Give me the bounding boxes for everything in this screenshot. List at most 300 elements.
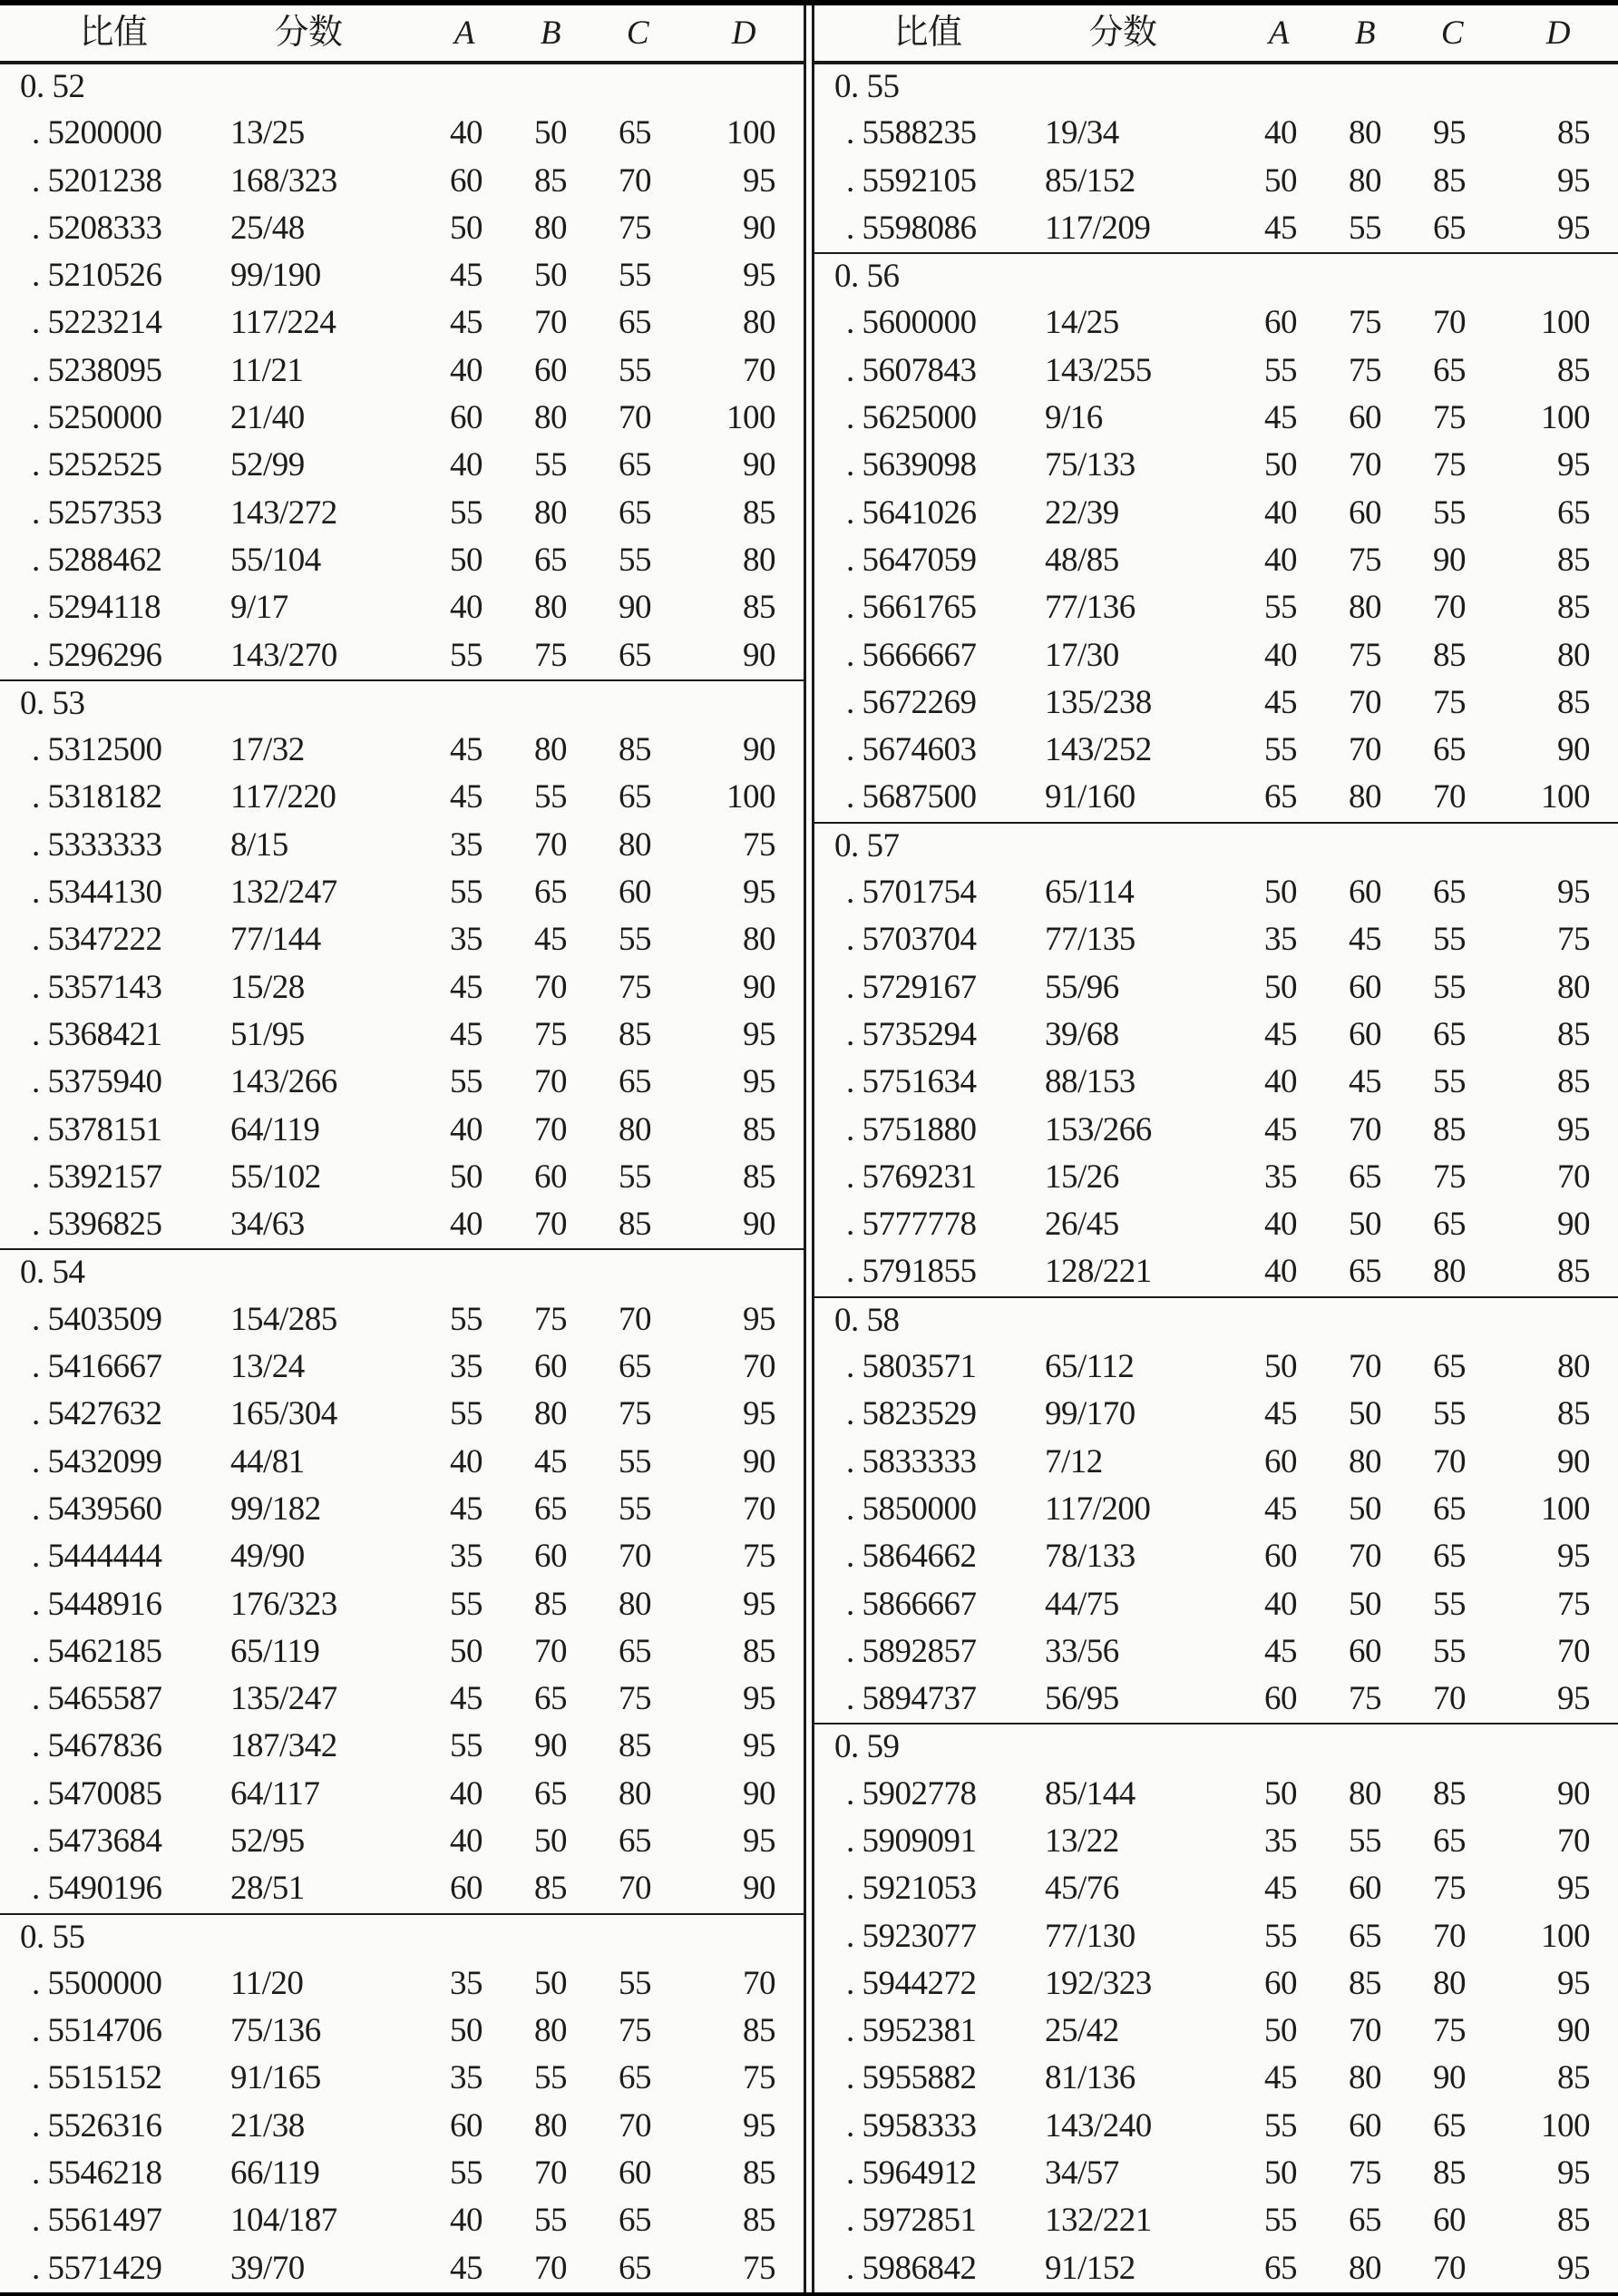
- ratio-cell: . 5735294: [846, 1015, 977, 1053]
- table-row: [814, 1248, 1618, 1295]
- ratio-cell: . 5223214: [32, 304, 162, 342]
- score-a-cell: 65: [1264, 2249, 1297, 2287]
- ratio-cell: . 5396825: [32, 1206, 162, 1244]
- ratio-cell: . 5598086: [846, 209, 977, 247]
- ratio-cell: . 5296296: [32, 636, 162, 674]
- score-b-cell: 65: [534, 1774, 567, 1812]
- ratio-cell: . 5500000: [32, 1964, 162, 2002]
- score-a-cell: 45: [1264, 2059, 1297, 2097]
- header-cell-ratio: 比值: [893, 14, 962, 52]
- score-d-cell: 85: [743, 493, 775, 532]
- score-b-cell: 50: [534, 114, 567, 152]
- score-c-cell: 60: [619, 2154, 651, 2193]
- ratio-cell: . 5444444: [32, 1538, 162, 1576]
- ratio-cell: . 5238095: [32, 351, 162, 389]
- score-c-cell: 65: [619, 2059, 651, 2097]
- table-row: [0, 2245, 804, 2292]
- section-label: 0. 58: [834, 1301, 900, 1339]
- ratio-cell: . 5257353: [32, 493, 162, 532]
- fraction-cell: 13/24: [230, 1348, 305, 1386]
- score-d-cell: 95: [1557, 1964, 1590, 2002]
- score-b-cell: 60: [1349, 1870, 1381, 1908]
- score-d-cell: 90: [1557, 1774, 1590, 1812]
- ratio-cell: . 5470085: [32, 1774, 162, 1812]
- fraction-cell: 21/38: [230, 2106, 305, 2145]
- table-row: [0, 1107, 804, 1154]
- score-c-cell: 80: [619, 1110, 651, 1148]
- score-b-cell: 50: [1349, 1490, 1381, 1528]
- score-a-cell: 40: [450, 351, 482, 389]
- table-row: [0, 1771, 804, 1818]
- score-d-cell: 95: [743, 1822, 775, 1860]
- score-b-cell: 65: [534, 1490, 567, 1528]
- ratio-table-left: [0, 5, 806, 2292]
- table-row: [0, 1486, 804, 1533]
- table-row: [0, 869, 804, 916]
- fraction-cell: 48/85: [1045, 541, 1119, 579]
- table-row: [814, 679, 1618, 727]
- score-a-cell: 35: [450, 826, 482, 864]
- fraction-cell: 15/28: [230, 968, 305, 1006]
- section-label: 0. 59: [834, 1728, 900, 1766]
- fraction-cell: 128/221: [1045, 1253, 1152, 1291]
- score-c-cell: 65: [1433, 1348, 1466, 1386]
- section-header-row: [0, 63, 804, 110]
- table-row: [0, 1059, 804, 1106]
- score-a-cell: 45: [450, 304, 482, 342]
- table-row: [814, 632, 1618, 679]
- score-d-cell: 75: [743, 2249, 775, 2287]
- score-d-cell: 85: [1557, 589, 1590, 627]
- score-a-cell: 35: [1264, 1158, 1297, 1196]
- table-row: [814, 2245, 1618, 2292]
- fraction-cell: 15/26: [1045, 1158, 1119, 1196]
- score-b-cell: 65: [1349, 1253, 1381, 1291]
- score-c-cell: 70: [1433, 1442, 1466, 1480]
- score-a-cell: 45: [450, 2249, 482, 2287]
- score-c-cell: 70: [619, 1300, 651, 1338]
- table-row: [814, 584, 1618, 631]
- score-b-cell: 85: [534, 1870, 567, 1908]
- score-b-cell: 70: [1349, 731, 1381, 769]
- score-a-cell: 40: [1264, 1206, 1297, 1244]
- fraction-cell: 9/17: [230, 589, 288, 627]
- score-d-cell: 85: [743, 1632, 775, 1670]
- ratio-cell: . 5625000: [846, 399, 977, 437]
- section-header-row: [814, 252, 1618, 299]
- ratio-cell: . 5439560: [32, 1490, 162, 1528]
- score-d-cell: 95: [1557, 1110, 1590, 1148]
- score-d-cell: 85: [743, 2012, 775, 2050]
- ratio-cell: . 5490196: [32, 1870, 162, 1908]
- ratio-cell: . 5427632: [32, 1395, 162, 1433]
- score-c-cell: 80: [1433, 1253, 1466, 1291]
- score-c-cell: 75: [1433, 683, 1466, 721]
- score-a-cell: 60: [450, 1870, 482, 1908]
- score-d-cell: 95: [743, 1063, 775, 1101]
- score-b-cell: 70: [534, 2154, 567, 2193]
- ratio-cell: . 5210526: [32, 257, 162, 295]
- score-d-cell: 85: [743, 1158, 775, 1196]
- score-c-cell: 55: [619, 1158, 651, 1196]
- fraction-cell: 22/39: [1045, 493, 1119, 532]
- table-row: [814, 1581, 1618, 1628]
- ratio-cell: . 5892857: [846, 1632, 977, 1670]
- score-a-cell: 55: [450, 1727, 482, 1765]
- score-d-cell: 100: [1541, 399, 1590, 437]
- score-d-cell: 90: [743, 1206, 775, 1244]
- table-row: [0, 2008, 804, 2055]
- score-a-cell: 40: [450, 2202, 482, 2240]
- score-a-cell: 50: [1264, 874, 1297, 912]
- fraction-cell: 52/99: [230, 446, 305, 484]
- section-header-row: [0, 1248, 804, 1295]
- fraction-cell: 104/187: [230, 2202, 337, 2240]
- score-d-cell: 90: [743, 636, 775, 674]
- fraction-cell: 88/153: [1045, 1063, 1136, 1101]
- score-c-cell: 90: [619, 589, 651, 627]
- score-c-cell: 90: [1433, 541, 1466, 579]
- fraction-cell: 154/285: [230, 1300, 337, 1338]
- table-row: [0, 1581, 804, 1628]
- fraction-cell: 143/266: [230, 1063, 337, 1101]
- table-row: [0, 1723, 804, 1770]
- score-a-cell: 55: [1264, 1917, 1297, 1955]
- score-c-cell: 70: [619, 1870, 651, 1908]
- table-row: [814, 1818, 1618, 1865]
- score-c-cell: 65: [1433, 2106, 1466, 2145]
- fraction-cell: 14/25: [1045, 304, 1119, 342]
- ratio-cell: . 5909091: [846, 1822, 977, 1860]
- score-d-cell: 100: [726, 114, 775, 152]
- ratio-cell: . 5769231: [846, 1158, 977, 1196]
- table-row: [0, 110, 804, 157]
- score-c-cell: 65: [619, 1822, 651, 1860]
- ratio-cell: . 5751634: [846, 1063, 977, 1101]
- score-a-cell: 60: [1264, 1442, 1297, 1480]
- score-c-cell: 65: [619, 1348, 651, 1386]
- fraction-cell: 75/133: [1045, 446, 1136, 484]
- table-row: [814, 2008, 1618, 2055]
- fraction-cell: 9/16: [1045, 399, 1103, 437]
- header-cell-c: C: [626, 15, 648, 52]
- score-b-cell: 70: [1349, 683, 1381, 721]
- ratio-cell: . 5473684: [32, 1822, 162, 1860]
- score-b-cell: 70: [534, 968, 567, 1006]
- ratio-cell: . 5701754: [846, 874, 977, 912]
- ratio-cell: . 5571429: [32, 2249, 162, 2287]
- score-a-cell: 35: [450, 2059, 482, 2097]
- fraction-cell: 75/136: [230, 2012, 321, 2050]
- score-c-cell: 80: [1433, 1964, 1466, 2002]
- score-a-cell: 45: [1264, 1870, 1297, 1908]
- section-label: 0. 56: [834, 258, 900, 296]
- table-row: [0, 347, 804, 395]
- header-cell-ratio: 比值: [79, 14, 148, 52]
- score-b-cell: 70: [534, 1632, 567, 1670]
- score-a-cell: 45: [450, 778, 482, 816]
- score-b-cell: 85: [534, 161, 567, 200]
- score-a-cell: 50: [1264, 446, 1297, 484]
- score-b-cell: 80: [534, 2106, 567, 2145]
- score-d-cell: 75: [743, 1538, 775, 1576]
- score-c-cell: 85: [1433, 2154, 1466, 2193]
- header-cell-a: A: [1268, 15, 1289, 52]
- score-a-cell: 50: [1264, 2012, 1297, 2050]
- table-row: [0, 1818, 804, 1865]
- fraction-cell: 117/209: [1045, 209, 1151, 247]
- ratio-cell: . 5833333: [846, 1442, 977, 1480]
- ratio-cell: . 5921053: [846, 1870, 977, 1908]
- fraction-cell: 117/224: [230, 304, 336, 342]
- score-b-cell: 75: [1349, 541, 1381, 579]
- ratio-cell: . 5392157: [32, 1158, 162, 1196]
- fraction-cell: 34/57: [1045, 2154, 1119, 2193]
- header-cell-a: A: [453, 15, 474, 52]
- score-a-cell: 55: [1264, 351, 1297, 389]
- score-c-cell: 65: [619, 2202, 651, 2240]
- score-d-cell: 70: [1557, 1158, 1590, 1196]
- score-b-cell: 60: [534, 1538, 567, 1576]
- score-c-cell: 55: [619, 257, 651, 295]
- fraction-cell: 143/252: [1045, 731, 1152, 769]
- ratio-cell: . 5923077: [846, 1917, 977, 1955]
- fraction-cell: 44/81: [230, 1442, 305, 1480]
- score-b-cell: 50: [534, 1964, 567, 2002]
- table-row: [814, 205, 1618, 252]
- section-label: 0. 57: [834, 826, 900, 865]
- score-a-cell: 40: [1264, 1585, 1297, 1623]
- score-a-cell: 45: [450, 257, 482, 295]
- score-b-cell: 55: [534, 778, 567, 816]
- score-b-cell: 65: [1349, 1917, 1381, 1955]
- section-label: 0. 52: [20, 68, 85, 105]
- ratio-cell: . 5208333: [32, 209, 162, 247]
- score-c-cell: 70: [619, 2106, 651, 2145]
- fraction-cell: 77/135: [1045, 921, 1136, 959]
- score-c-cell: 85: [1433, 1774, 1466, 1812]
- score-c-cell: 70: [1433, 1917, 1466, 1955]
- score-c-cell: 70: [1433, 589, 1466, 627]
- score-c-cell: 65: [1433, 1015, 1466, 1053]
- score-a-cell: 50: [450, 1158, 482, 1196]
- score-b-cell: 65: [534, 874, 567, 912]
- ratio-cell: . 5318182: [32, 778, 162, 816]
- score-a-cell: 65: [1264, 778, 1297, 816]
- score-b-cell: 70: [534, 1110, 567, 1148]
- table-row: [0, 252, 804, 299]
- score-d-cell: 95: [743, 874, 775, 912]
- score-d-cell: 85: [1557, 2202, 1590, 2240]
- table-row: [0, 158, 804, 205]
- score-a-cell: 40: [450, 589, 482, 627]
- score-d-cell: 85: [1557, 1063, 1590, 1101]
- score-b-cell: 50: [1349, 1395, 1381, 1433]
- score-c-cell: 55: [1433, 1395, 1466, 1433]
- table-row: [0, 916, 804, 963]
- ratio-cell: . 5378151: [32, 1110, 162, 1148]
- score-a-cell: 55: [450, 1395, 482, 1433]
- score-a-cell: 55: [450, 2154, 482, 2193]
- fraction-cell: 153/266: [1045, 1110, 1152, 1148]
- fraction-cell: 91/152: [1045, 2249, 1136, 2287]
- score-b-cell: 80: [534, 399, 567, 437]
- score-a-cell: 50: [1264, 2154, 1297, 2193]
- score-d-cell: 80: [1557, 636, 1590, 674]
- score-a-cell: 40: [450, 114, 482, 152]
- score-c-cell: 70: [1433, 778, 1466, 816]
- score-b-cell: 65: [534, 1680, 567, 1718]
- score-b-cell: 70: [534, 1063, 567, 1101]
- table-row: [0, 1676, 804, 1723]
- fraction-cell: 143/240: [1045, 2106, 1152, 2145]
- score-b-cell: 75: [1349, 351, 1381, 389]
- section-label: 0. 54: [20, 1254, 85, 1292]
- score-c-cell: 55: [1433, 493, 1466, 532]
- ratio-cell: . 5368421: [32, 1015, 162, 1053]
- table-row: [0, 2150, 804, 2197]
- fraction-cell: 44/75: [1045, 1585, 1119, 1623]
- score-b-cell: 80: [534, 1395, 567, 1433]
- ratio-cell: . 5462185: [32, 1632, 162, 1670]
- score-a-cell: 60: [1264, 1538, 1297, 1576]
- score-a-cell: 45: [1264, 399, 1297, 437]
- score-a-cell: 35: [1264, 921, 1297, 959]
- score-b-cell: 65: [534, 541, 567, 579]
- table-row: [0, 299, 804, 347]
- ratio-cell: . 5288462: [32, 541, 162, 579]
- score-c-cell: 65: [619, 446, 651, 484]
- ratio-cell: . 5333333: [32, 826, 162, 864]
- ratio-cell: . 5514706: [32, 2012, 162, 2050]
- fraction-cell: 99/170: [1045, 1395, 1136, 1433]
- ratio-cell: . 5526316: [32, 2106, 162, 2145]
- score-a-cell: 55: [1264, 731, 1297, 769]
- fraction-cell: 77/136: [1045, 589, 1136, 627]
- ratio-cell: . 5607843: [846, 351, 977, 389]
- table-row: [814, 158, 1618, 205]
- score-b-cell: 60: [1349, 493, 1381, 532]
- score-b-cell: 60: [1349, 2106, 1381, 2145]
- ratio-cell: . 5955882: [846, 2059, 977, 2097]
- score-d-cell: 70: [743, 1490, 775, 1528]
- table-row: [0, 2197, 804, 2244]
- ratio-cell: . 5639098: [846, 446, 977, 484]
- section-header-row: [814, 63, 1618, 110]
- table-row: [814, 1439, 1618, 1486]
- score-d-cell: 85: [1557, 1395, 1590, 1433]
- ratio-cell: . 5347222: [32, 921, 162, 959]
- score-d-cell: 100: [1541, 1490, 1590, 1528]
- fraction-cell: 78/133: [1045, 1538, 1136, 1576]
- score-b-cell: 65: [1349, 2202, 1381, 2240]
- table-row: [0, 490, 804, 537]
- score-a-cell: 50: [1264, 1348, 1297, 1386]
- fraction-cell: 34/63: [230, 1206, 305, 1244]
- score-b-cell: 75: [1349, 2154, 1381, 2193]
- table-row: [814, 1771, 1618, 1818]
- score-b-cell: 75: [534, 1015, 567, 1053]
- score-b-cell: 85: [534, 1585, 567, 1623]
- score-c-cell: 75: [1433, 446, 1466, 484]
- score-c-cell: 75: [1433, 2012, 1466, 2050]
- table-row: [814, 2150, 1618, 2197]
- score-c-cell: 75: [1433, 399, 1466, 437]
- score-a-cell: 55: [1264, 2202, 1297, 2240]
- score-c-cell: 55: [1433, 1585, 1466, 1623]
- ratio-cell: . 5515152: [32, 2059, 162, 2097]
- score-c-cell: 55: [1433, 921, 1466, 959]
- ratio-cell: . 5850000: [846, 1490, 977, 1528]
- score-d-cell: 90: [743, 1442, 775, 1480]
- score-b-cell: 70: [534, 826, 567, 864]
- score-a-cell: 50: [450, 541, 482, 579]
- score-b-cell: 75: [534, 636, 567, 674]
- score-d-cell: 85: [743, 2154, 775, 2193]
- table-row: [814, 110, 1618, 157]
- ratio-cell: . 5432099: [32, 1442, 162, 1480]
- ratio-cell: . 5201238: [32, 161, 162, 200]
- fraction-cell: 13/22: [1045, 1822, 1119, 1860]
- section-header-row: [0, 679, 804, 727]
- score-c-cell: 75: [619, 968, 651, 1006]
- table-row: [814, 1343, 1618, 1391]
- fraction-cell: 143/270: [230, 636, 337, 674]
- score-a-cell: 45: [1264, 1110, 1297, 1148]
- fraction-cell: 52/95: [230, 1822, 305, 1860]
- ratio-cell: . 5294118: [32, 589, 161, 627]
- ratio-cell: . 5592105: [846, 161, 977, 200]
- score-d-cell: 95: [1557, 161, 1590, 200]
- score-b-cell: 70: [1349, 1538, 1381, 1576]
- score-d-cell: 85: [1557, 351, 1590, 389]
- fraction-cell: 55/96: [1045, 968, 1119, 1006]
- score-b-cell: 80: [534, 493, 567, 532]
- fraction-cell: 192/323: [1045, 1964, 1152, 2002]
- header-cell-b: B: [1354, 15, 1375, 52]
- ratio-cell: . 5866667: [846, 1585, 977, 1623]
- section-label: 0. 53: [20, 684, 85, 722]
- score-b-cell: 50: [1349, 1585, 1381, 1623]
- fraction-cell: 8/15: [230, 826, 288, 864]
- ratio-cell: . 5687500: [846, 778, 977, 816]
- score-a-cell: 35: [450, 1538, 482, 1576]
- fraction-cell: 13/25: [230, 114, 305, 152]
- score-d-cell: 90: [1557, 2012, 1590, 2050]
- ratio-cell: . 5588235: [846, 114, 977, 152]
- table-row: [814, 1676, 1618, 1723]
- score-c-cell: 65: [619, 114, 651, 152]
- score-b-cell: 50: [534, 1822, 567, 1860]
- fraction-cell: 51/95: [230, 1015, 305, 1053]
- score-d-cell: 85: [743, 2202, 775, 2240]
- fraction-cell: 28/51: [230, 1870, 305, 1908]
- fraction-cell: 56/95: [1045, 1680, 1119, 1718]
- fraction-cell: 25/42: [1045, 2012, 1119, 2050]
- table-row: [814, 964, 1618, 1011]
- ratio-cell: . 5703704: [846, 921, 977, 959]
- score-b-cell: 60: [534, 1158, 567, 1196]
- score-a-cell: 45: [1264, 683, 1297, 721]
- ratio-cell: . 5823529: [846, 1395, 977, 1433]
- score-b-cell: 70: [1349, 1110, 1381, 1148]
- score-b-cell: 80: [1349, 1774, 1381, 1812]
- fraction-cell: 117/200: [1045, 1490, 1151, 1528]
- table-row: [814, 1154, 1618, 1201]
- fraction-cell: 25/48: [230, 209, 305, 247]
- score-a-cell: 45: [450, 1680, 482, 1718]
- score-d-cell: 75: [1557, 921, 1590, 959]
